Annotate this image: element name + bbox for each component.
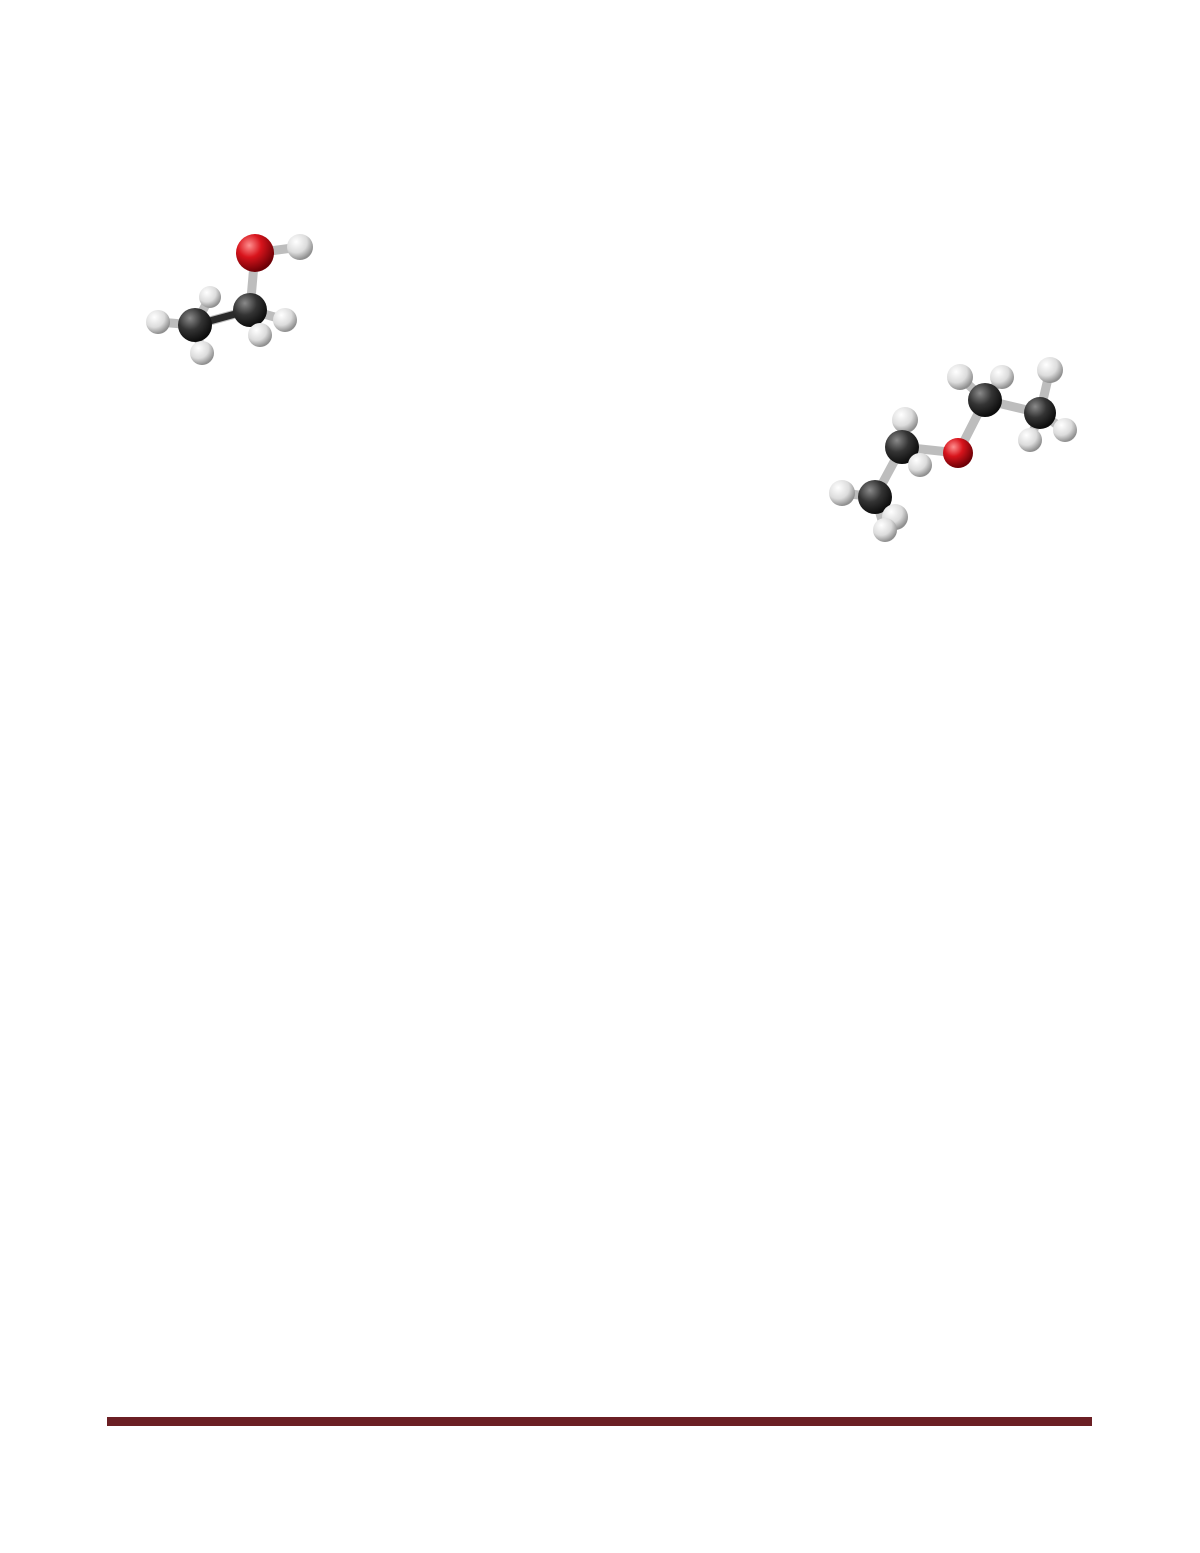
ethanol-molecule-icon	[146, 234, 313, 365]
ether-molecule-icon	[829, 357, 1077, 542]
footer-rule	[107, 1417, 1092, 1426]
header-dash-band	[104, 171, 1090, 195]
unit-banner	[140, 225, 1090, 550]
